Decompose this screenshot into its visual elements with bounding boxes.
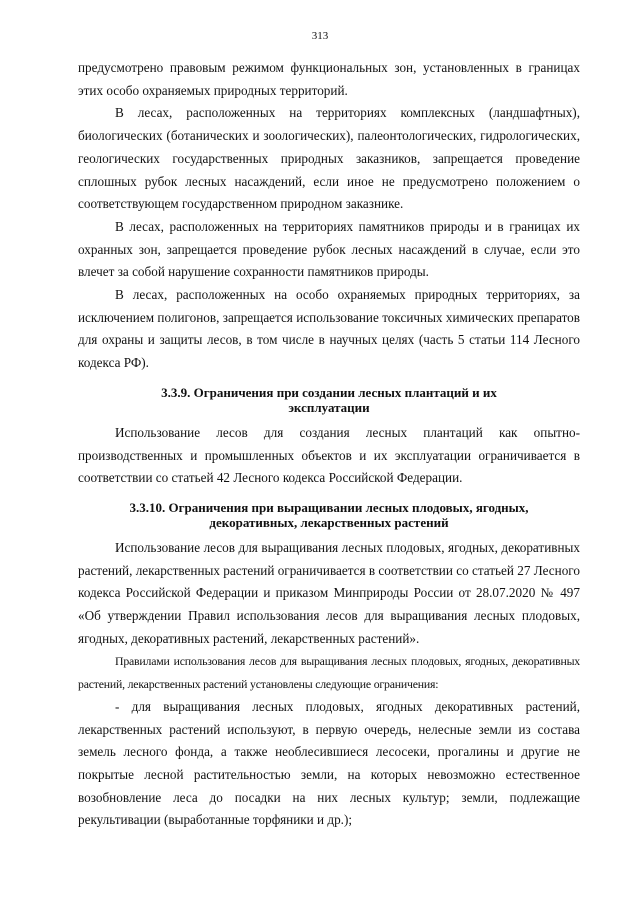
section-heading-3-3-10 xyxy=(78,500,580,531)
heading-line: 3.3.9. Ограничения при создании лесных плантаций и их xyxy=(161,384,497,400)
heading-line: декоративных, лекарственных растений xyxy=(209,515,449,531)
document-body xyxy=(78,57,580,832)
paragraph: предусмотрено правовым режимом функциональных зон, установленных в границах этих особо охраняемых природных территорий. xyxy=(78,60,580,98)
paragraph: Использование лесов для выращивания лесных плодовых, ягодных, декоративных растений, лекарственных растений ограничивается в соответствии со статьей 27 Лесного кодекса Российской Федерации и приказом Минприроды России от 28.07.2020 № 497 «Об утверждении Правил использования лесов для выращивания лесных плодовых, ягодных, декоративных растений, лекарственных растений». xyxy=(78,539,580,646)
paragraph: В лесах, расположенных на территориях памятников природы и в границах их охранных зон, запрещается проведение рубок лесных насаждений в случае, если это влечет за собой нарушение сохранности памятников природы. xyxy=(78,218,580,280)
paragraph: Правилами использования лесов для выращивания лесных плодовых, ягодных, декоративных растений, лекарственных растений установлены следующие ограничения: xyxy=(78,654,580,692)
paragraph: В лесах, расположенных на особо охраняемых природных территориях, за исключением полигонов, запрещается использование токсичных химических препаратов для охраны и защиты лесов, в том числе в научных целях (часть 5 статьи 114 Лесного кодекса РФ). xyxy=(78,287,580,371)
heading-line: эксплуатации xyxy=(288,400,370,416)
section-heading-3-3-9 xyxy=(78,385,580,416)
heading-line: 3.3.10. Ограничения при выращивании лесных плодовых, ягодных, xyxy=(129,499,529,515)
paragraph: - для выращивания лесных плодовых, ягодных декоративных растений, лекарственных растений используют, в первую очередь, нелесные земли из состава земель лесного фонда, а также необлесившиеся лесосеки, прогалины и другие не покрытые лесной растительностью земли, на которых невозможно естественное возобновление леса до посадки на них лесных культур; земли, подлежащие рекультивации (выработанные торфяники и др.); xyxy=(78,698,580,828)
paragraph: Использование лесов для создания лесных плантаций как опытно-производственных и промышленных объектов и их эксплуатации ограничивается в соответствии со статьей 42 Лесного кодекса Российской Федерации. xyxy=(78,424,580,486)
paragraph: В лесах, расположенных на территориях комплексных (ландшафтных), биологических (ботанических и зоологических), палеонтологических, гидрологических, геологических государственных природных заказников, запрещается проведение сплошных рубок лесных насаждений, если иное не предусмотрено положением о соответствующем государственном природном заказнике. xyxy=(78,105,580,212)
page-number: 313 xyxy=(311,30,329,42)
